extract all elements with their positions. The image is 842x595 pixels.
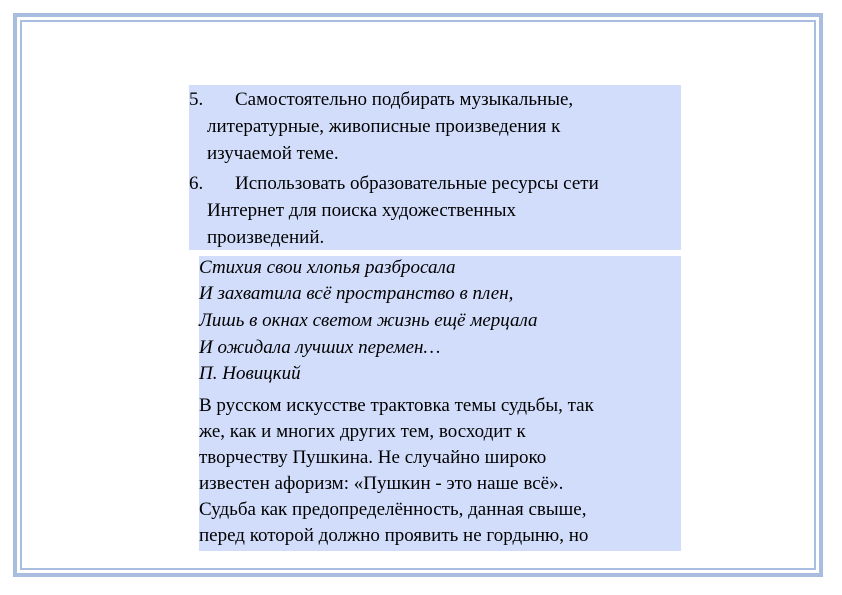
poem-line: И захватила всё пространство в плен, — [199, 283, 514, 304]
poem-line: И ожидала лучших перемен… — [199, 337, 441, 358]
list-item-number: 5. — [189, 89, 204, 110]
list-item-line: литературные, живописные произведения к — [207, 116, 561, 137]
list-item-line: Использовать образовательные ресурсы сети — [235, 173, 599, 194]
list-item-number: 6. — [189, 173, 204, 194]
poem-author: П. Новицкий — [199, 363, 301, 384]
list-item-line: произведений. — [207, 227, 325, 248]
list-item-line: Интернет для поиска художественных — [207, 200, 517, 221]
prose-line: творчеству Пушкина. Не случайно широко — [199, 447, 547, 468]
prose-line: известен афоризм: «Пушкин - это наше всё». — [199, 473, 564, 494]
prose-line: перед которой должно проявить не гордыню, но — [199, 525, 589, 546]
list-item-line: Самостоятельно подбирать музыкальные, — [235, 89, 574, 110]
prose-line: В русском искусстве трактовка темы судьбы, так — [199, 395, 594, 416]
poem-line: Лишь в окнах светом жизнь ещё мерцала — [199, 310, 538, 331]
prose-line: Судьба как предопределённость, данная свыше, — [199, 499, 587, 520]
prose-line: же, как и многих других тем, восходит к — [199, 421, 526, 442]
list-item-line: изучаемой теме. — [207, 143, 339, 164]
poem-line: Стихия свои хлопья разбросала — [199, 257, 456, 278]
